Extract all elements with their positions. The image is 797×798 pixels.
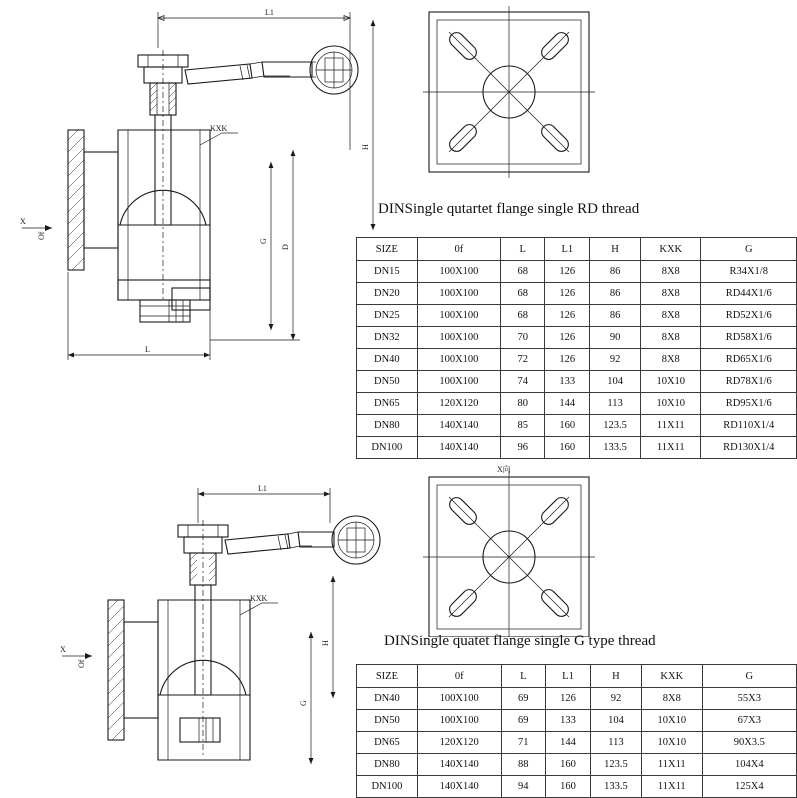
- cell-size: DN65: [357, 732, 418, 754]
- cell-h: 90: [590, 327, 641, 349]
- th-h: H: [590, 665, 641, 688]
- cell-kxk: 8X8: [641, 283, 701, 305]
- th-size: SIZE: [357, 238, 418, 261]
- cell-l1: 160: [545, 437, 590, 459]
- table-header-row: [357, 238, 797, 261]
- cell-kxk: 10X10: [641, 732, 702, 754]
- cell-l1: 126: [545, 305, 590, 327]
- table-row: [357, 776, 797, 798]
- cell-l: 88: [501, 754, 546, 776]
- th-of: 0f: [417, 665, 501, 688]
- th-l1: L1: [546, 665, 591, 688]
- cell-kxk: 8X8: [641, 349, 701, 371]
- cell-g: RD58X1/6: [701, 327, 797, 349]
- cell-h: 133.5: [590, 776, 641, 798]
- th-g: G: [701, 238, 797, 261]
- table-row: [357, 688, 797, 710]
- cell-size: DN15: [357, 261, 418, 283]
- cell-kxk: 8X8: [641, 305, 701, 327]
- cell-h: 133.5: [590, 437, 641, 459]
- bottom-title-prefix: DIN: [384, 633, 411, 649]
- th-kxk: KXK: [641, 238, 701, 261]
- cell-kxk: 11X11: [641, 415, 701, 437]
- cell-h: 113: [590, 732, 641, 754]
- cell-g: 90X3.5: [702, 732, 796, 754]
- table-row: [357, 349, 797, 371]
- cell-size: DN100: [357, 437, 418, 459]
- dimension-H: [371, 20, 376, 230]
- table-row: [357, 283, 797, 305]
- top-title-text: Single qutartet flange single RD thread: [404, 201, 640, 217]
- table-row: [357, 305, 797, 327]
- th-kxk: KXK: [641, 665, 702, 688]
- table-row: [357, 327, 797, 349]
- cell-of: 100X100: [417, 283, 500, 305]
- cell-l: 96: [501, 437, 545, 459]
- cell-h: 123.5: [590, 415, 641, 437]
- top-plan-view: [415, 2, 605, 182]
- cell-l1: 126: [545, 261, 590, 283]
- cell-l: 68: [501, 283, 545, 305]
- cell-of: 100X100: [417, 688, 501, 710]
- cell-kxk: 8X8: [641, 688, 702, 710]
- cell-l: 74: [501, 371, 545, 393]
- top-title-prefix: DIN: [378, 201, 405, 217]
- cell-of: 140X140: [417, 415, 500, 437]
- view-direction-X: [62, 653, 92, 659]
- cell-of: 100X100: [417, 371, 500, 393]
- dim-label-G: G: [259, 238, 268, 244]
- cell-g: RD65X1/6: [701, 349, 797, 371]
- handle-lever: [185, 62, 312, 84]
- cell-l1: 133: [545, 371, 590, 393]
- view-direction-X: [22, 225, 52, 231]
- cell-h: 86: [590, 283, 641, 305]
- cell-kxk: 8X8: [641, 261, 701, 283]
- cell-kxk: 10X10: [641, 710, 702, 732]
- top-valve-section-drawing: [0, 0, 400, 400]
- cell-l: 69: [501, 688, 546, 710]
- table-row: [357, 732, 797, 754]
- cell-size: DN80: [357, 754, 418, 776]
- th-h: H: [590, 238, 641, 261]
- top-figure-title: [378, 201, 639, 218]
- cell-h: 104: [590, 710, 641, 732]
- cell-of: 120X120: [417, 393, 500, 415]
- cell-g: RD78X1/6: [701, 371, 797, 393]
- cell-size: DN32: [357, 327, 418, 349]
- cell-h: 86: [590, 261, 641, 283]
- cell-kxk: 10X10: [641, 393, 701, 415]
- cell-of: 100X100: [417, 305, 500, 327]
- lower-outlet-nut: [180, 718, 220, 742]
- cell-size: DN80: [357, 415, 418, 437]
- cell-size: DN40: [357, 688, 418, 710]
- cell-l1: 144: [545, 393, 590, 415]
- table-row: [357, 371, 797, 393]
- bottom-spec-table: [356, 664, 797, 798]
- cell-g: 104X4: [702, 754, 796, 776]
- dimension-L1: [198, 488, 330, 523]
- cell-l: 71: [501, 732, 546, 754]
- dim-label-Of: Of: [77, 659, 86, 668]
- cell-of: 100X100: [417, 349, 500, 371]
- cell-size: DN50: [357, 710, 418, 732]
- th-l1: L1: [545, 238, 590, 261]
- cell-size: DN65: [357, 393, 418, 415]
- dim-label-KXK: KXK: [210, 124, 228, 133]
- cell-l: 70: [501, 327, 545, 349]
- top-spec-table-wrap: [356, 237, 797, 459]
- dim-label-X: X: [60, 645, 66, 654]
- cell-l1: 126: [545, 327, 590, 349]
- cell-h: 92: [590, 349, 641, 371]
- cell-h: 104: [590, 371, 641, 393]
- cell-l: 69: [501, 710, 546, 732]
- cell-l: 72: [501, 349, 545, 371]
- bottom-plan-view: [415, 462, 605, 637]
- cell-kxk: 11X11: [641, 437, 701, 459]
- cell-l1: 160: [546, 776, 591, 798]
- cell-kxk: 11X11: [641, 754, 702, 776]
- handle-end-grip: [332, 516, 380, 564]
- cell-l1: 126: [545, 349, 590, 371]
- dim-label-D: D: [281, 244, 290, 250]
- dim-label-L1: L1: [258, 484, 267, 493]
- cell-of: 140X140: [417, 437, 500, 459]
- cell-g: RD110X1/4: [701, 415, 797, 437]
- handle-end-grip: [310, 46, 358, 94]
- dimension-H: [331, 576, 336, 698]
- cell-of: 140X140: [417, 754, 501, 776]
- cell-size: DN25: [357, 305, 418, 327]
- table-row: [357, 393, 797, 415]
- th-size: SIZE: [357, 665, 418, 688]
- dim-label-X: X: [20, 217, 26, 226]
- dim-label-H: H: [361, 144, 370, 150]
- cell-size: DN50: [357, 371, 418, 393]
- th-of: 0f: [417, 238, 500, 261]
- dim-label-L: L: [145, 345, 150, 354]
- table-row: [357, 415, 797, 437]
- cell-l: 80: [501, 393, 545, 415]
- cell-h: 113: [590, 393, 641, 415]
- plan-view-label: X向: [497, 465, 511, 474]
- cell-l1: 144: [546, 732, 591, 754]
- bottom-title-text: Single quatet flange single G type thread: [410, 633, 656, 649]
- table-header-row: [357, 665, 797, 688]
- dimension-G: [309, 632, 314, 764]
- th-l: L: [501, 238, 545, 261]
- cell-size: DN20: [357, 283, 418, 305]
- cell-of: 100X100: [417, 710, 501, 732]
- cell-g: RD95X1/6: [701, 393, 797, 415]
- cell-g: RD130X1/4: [701, 437, 797, 459]
- cell-kxk: 10X10: [641, 371, 701, 393]
- table-row: [357, 710, 797, 732]
- valve-bonnet-stem: [138, 50, 188, 300]
- th-g: G: [702, 665, 796, 688]
- dim-label-G: G: [299, 700, 308, 706]
- cell-l1: 160: [546, 754, 591, 776]
- handle-lever: [225, 532, 334, 554]
- table-row: [357, 754, 797, 776]
- cell-l: 68: [501, 305, 545, 327]
- cell-l1: 126: [545, 283, 590, 305]
- cell-l: 68: [501, 261, 545, 283]
- cell-l1: 126: [546, 688, 591, 710]
- cell-size: DN100: [357, 776, 418, 798]
- cell-h: 92: [590, 688, 641, 710]
- cell-g: R34X1/8: [701, 261, 797, 283]
- union-nut-right: [172, 288, 210, 310]
- table-row: [357, 261, 797, 283]
- cell-l1: 133: [546, 710, 591, 732]
- cell-of: 140X140: [417, 776, 501, 798]
- cell-kxk: 8X8: [641, 327, 701, 349]
- th-l: L: [501, 665, 546, 688]
- top-spec-table: [356, 237, 797, 459]
- cell-g: 125X4: [702, 776, 796, 798]
- bottom-figure-title: [384, 633, 656, 650]
- cell-of: 100X100: [417, 327, 500, 349]
- left-flange: [108, 600, 158, 740]
- dim-label-Of: Of: [37, 231, 46, 240]
- valve-body: [158, 600, 250, 760]
- cell-kxk: 11X11: [641, 776, 702, 798]
- dim-label-KXK: KXK: [250, 594, 268, 603]
- valve-body: [118, 130, 210, 300]
- cell-g: 67X3: [702, 710, 796, 732]
- lower-outlet-nut: [118, 280, 210, 322]
- dim-label-L1: L1: [265, 8, 274, 17]
- cell-h: 86: [590, 305, 641, 327]
- cell-l: 94: [501, 776, 546, 798]
- left-flange: [68, 130, 118, 270]
- cell-of: 120X120: [417, 732, 501, 754]
- dimension-KXK: [240, 603, 278, 615]
- cell-size: DN40: [357, 349, 418, 371]
- cell-h: 123.5: [590, 754, 641, 776]
- bottom-valve-section-drawing: [0, 468, 400, 788]
- bottom-spec-table-wrap: [356, 664, 797, 798]
- cell-g: RD52X1/6: [701, 305, 797, 327]
- dimension-KXK: [200, 133, 238, 145]
- cell-g: RD44X1/6: [701, 283, 797, 305]
- dimension-G: [269, 162, 274, 330]
- dim-label-H: H: [321, 640, 330, 646]
- cell-l1: 160: [545, 415, 590, 437]
- table-row: [357, 437, 797, 459]
- cell-g: 55X3: [702, 688, 796, 710]
- cell-l: 85: [501, 415, 545, 437]
- cell-of: 100X100: [417, 261, 500, 283]
